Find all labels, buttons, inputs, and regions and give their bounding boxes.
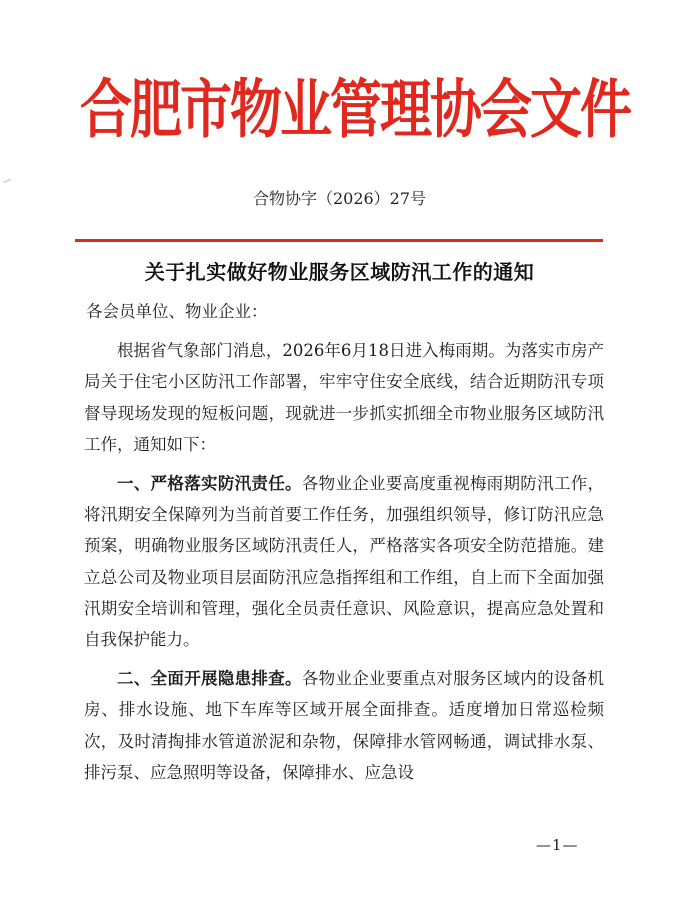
- header-divider: [75, 239, 603, 242]
- page-number: —1—: [536, 836, 579, 854]
- document-number: 合物协字（2026）27号: [252, 189, 427, 208]
- section-heading-1: 一、严格落实防汛责任。: [117, 474, 302, 494]
- salutation: 各会员单位、物业企业：: [86, 302, 268, 321]
- section-heading-2: 二、全面开展隐患排查。: [117, 669, 302, 689]
- document-header-title: 合肥市物业管理协会文件: [80, 73, 631, 148]
- section-text-1: 各物业企业要高度重视梅雨期防汛工作，将汛期安全保障列为当前首要工作任务，加强组织领导，修订防汛应急预案，明确物业服务区域防汛责任人，严格落实各项安全防范措施。建立总公司及物业项目层面防汛应急指挥组和工作组，自上而下全面加强汛期安全培训和管理，强化全员责任意识、风险意识，提高应急处置和自我保护能力。: [84, 474, 605, 650]
- section-text-2: 各物业企业要重点对服务区域内的设备机房、排水设施、地下车库等区域开展全面排查。适度增加日常巡检频次，及时清掏排水管道淤泥和杂物，保障排水管网畅通，调试排水泵、排污泵、应急照明等设备，保障排水、应急设: [84, 669, 605, 782]
- section-paragraph-2: [84, 663, 604, 788]
- notice-body: [84, 296, 604, 788]
- notice-title: 关于扎实做好物业服务区域防汛工作的通知: [144, 260, 535, 284]
- section-paragraph-1: [84, 468, 604, 655]
- intro-paragraph: 根据省气象部门消息，2026年6月18日进入梅雨期。为落实市房产局关于住宅小区防汛工作部署，牢牢守住安全底线，结合近期防汛专项督导现场发现的短板问题，现就进一步抓实抓细全市物业服务区域防汛工作，通知如下：: [84, 341, 604, 454]
- scan-mark: [3, 179, 11, 184]
